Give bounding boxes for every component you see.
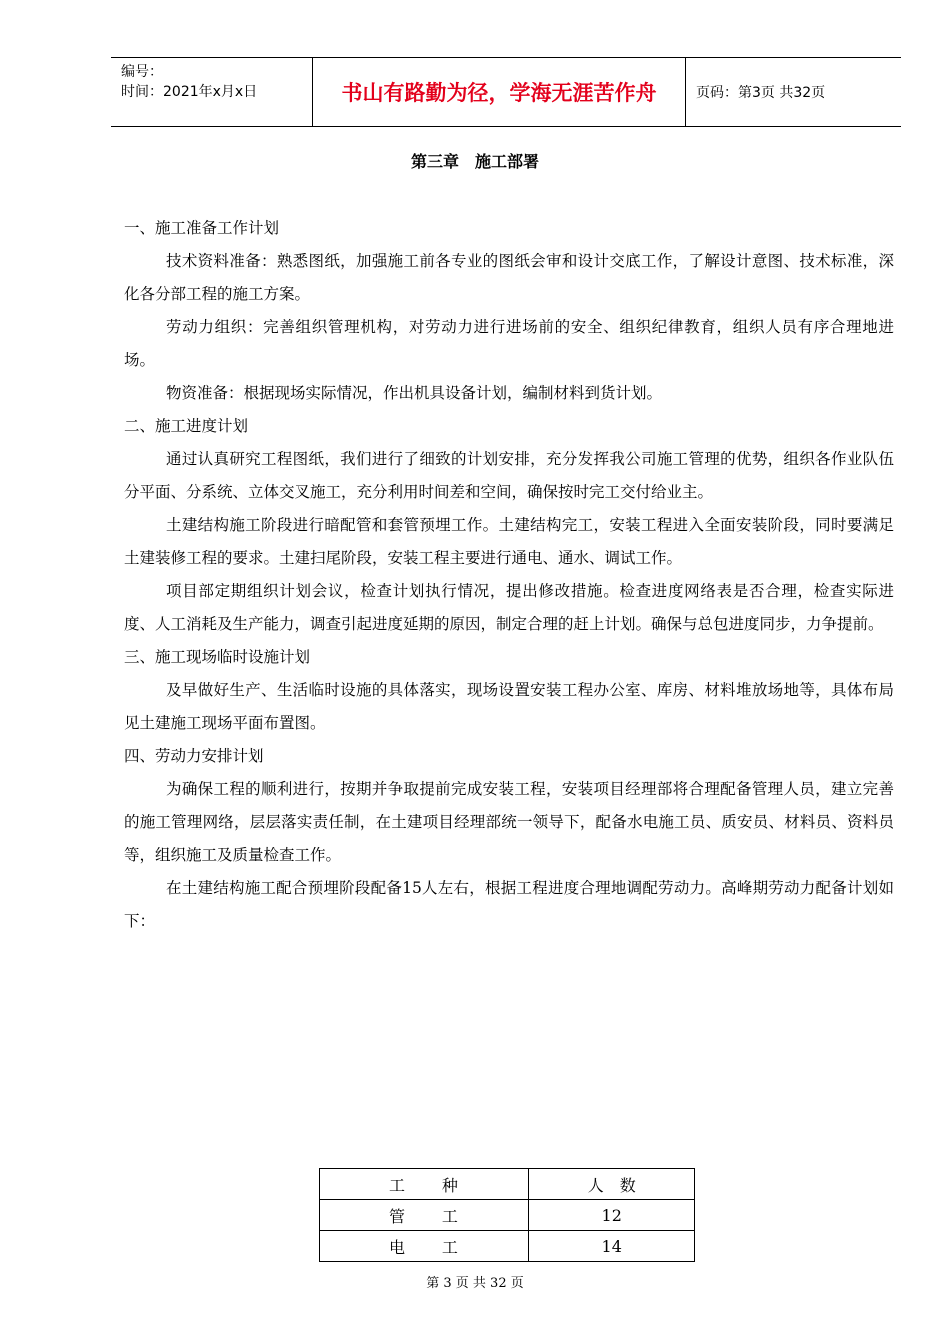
page-footer: 第 3 页 共 32 页 <box>426 1276 524 1291</box>
table-cell: 管 工 <box>320 1200 529 1231</box>
table-cell: 电 工 <box>320 1231 529 1262</box>
paragraph: 项目部定期组织计划会议，检查计划执行情况，提出修改措施。检查进度网络表是否合理，检查实际进度、人工消耗及生产能力，调查引起进度延期的原因，制定合理的赶上计划。确保与总包进度同步，力争提前。 <box>124 582 894 633</box>
section-heading: 一、施工准备工作计划 <box>124 219 280 237</box>
paragraph: 在土建结构施工配合预埋阶段配备15人左右，根据工程进度合理地调配劳动力。高峰期劳动力配备计划如下： <box>124 879 894 930</box>
header-number-label: 编号： <box>121 64 163 80</box>
paragraph: 物资准备：根据现场实际情况，作出机具设备计划，编制材料到货计划。 <box>166 384 663 402</box>
paragraph: 通过认真研究工程图纸，我们进行了细致的计划安排，充分发挥我公司施工管理的优势，组织各作业队伍分平面、分系统、立体交叉施工，充分利用时间差和空间，确保按时完工交付给业主。 <box>124 450 894 501</box>
labor-plan-table <box>319 1168 695 1262</box>
page-header <box>111 57 901 127</box>
table-cell: 14 <box>529 1231 695 1262</box>
paragraph: 及早做好生产、生活临时设施的具体落实，现场设置安装工程办公室、库房、材料堆放场地等，具体布局见土建施工现场平面布置图。 <box>124 681 894 732</box>
section-heading: 三、施工现场临时设施计划 <box>124 648 311 666</box>
paragraph: 为确保工程的顺利进行，按期并争取提前完成安装工程，安装项目经理部将合理配备管理人员，建立完善的施工管理网络，层层落实责任制，在土建项目经理部统一领导下，配备水电施工员、质安员、材料员、资料员等，组织施工及质量检查工作。 <box>124 780 894 864</box>
document-body <box>124 212 894 938</box>
header-page-info: 页码：第3页 共32页 <box>696 85 826 101</box>
paragraph: 劳动力组织：完善组织管理机构，对劳动力进行进场前的安全、组织纪律教育，组织人员有序合理地进场。 <box>124 318 894 369</box>
header-time-label: 时间：2021年x月x日 <box>121 84 258 100</box>
table-header-cell: 工 种 <box>320 1169 529 1200</box>
table-header-cell: 人 数 <box>529 1169 695 1200</box>
paragraph: 土建结构施工阶段进行暗配管和套管预埋工作。土建结构完工，安装工程进入全面安装阶段，同时要满足土建装修工程的要求。土建扫尾阶段，安装工程主要进行通电、通水、调试工作。 <box>124 516 894 567</box>
section-heading: 四、劳动力安排计划 <box>124 747 264 765</box>
table-cell: 12 <box>529 1200 695 1231</box>
paragraph: 技术资料准备：熟悉图纸，加强施工前各专业的图纸会审和设计交底工作，了解设计意图、技术标准，深化各分部工程的施工方案。 <box>124 252 894 303</box>
header-meta <box>111 58 313 126</box>
chapter-title: 第三章 施工部署 <box>410 152 539 171</box>
table-row <box>320 1200 695 1231</box>
table-row <box>320 1231 695 1262</box>
table-header-row <box>320 1169 695 1200</box>
section-heading: 二、施工进度计划 <box>124 417 249 435</box>
header-motto: 书山有路勤为径，学海无涯苦作舟 <box>313 58 686 126</box>
